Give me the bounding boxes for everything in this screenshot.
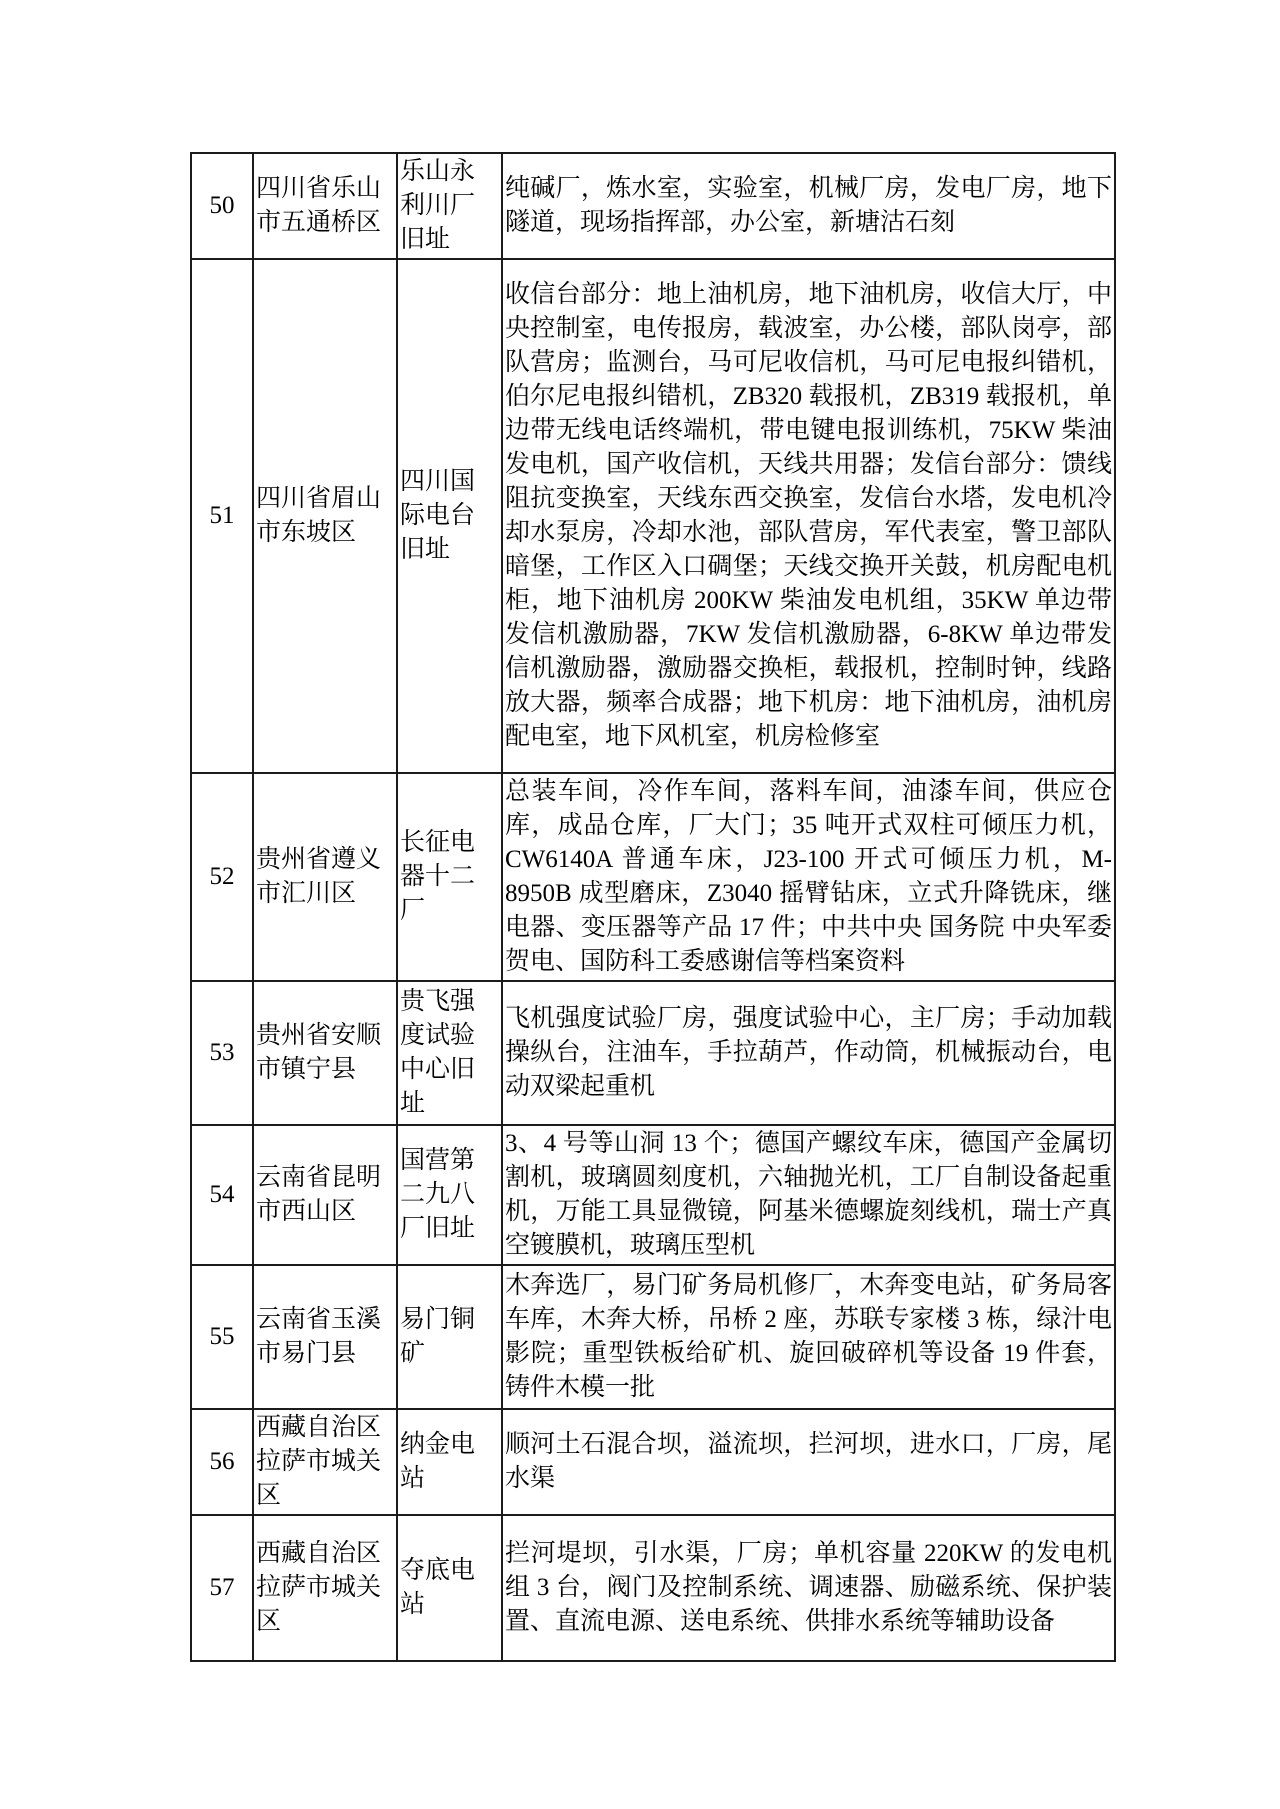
cell-location: 西藏自治区拉萨市城关区 [253,1515,397,1661]
cell-description: 纯碱厂，炼水室，实验室，机械厂房，发电厂房，地下隧道，现场指挥部，办公室，新塘沽石刻 [502,153,1115,259]
table-row [191,153,1115,259]
cell-description: 顺河土石混合坝，溢流坝，拦河坝，进水口，厂房，尾水渠 [502,1409,1115,1515]
cell-description: 木奔选厂，易门矿务局机修厂，木奔变电站，矿务局客车库，木奔大桥，吊桥 2 座，苏联专家楼 3 栋，绿汁电影院；重型铁板给矿机、旋回破碎机等设备 19 件套，铸件木模一批 [502,1265,1115,1409]
cell-site-name: 贵飞强度试验中心旧址 [397,981,502,1125]
heritage-table [190,152,1116,1662]
cell-location: 云南省昆明市西山区 [253,1125,397,1265]
cell-location: 贵州省安顺市镇宁县 [253,981,397,1125]
table-row [191,1409,1115,1515]
cell-site-name: 国营第二九八厂旧址 [397,1125,502,1265]
cell-number: 52 [191,773,253,981]
cell-number: 51 [191,259,253,773]
table-row [191,981,1115,1125]
cell-description: 飞机强度试验厂房，强度试验中心，主厂房；手动加载操纵台，注油车，手拉葫芦，作动筒，机械振动台，电动双梁起重机 [502,981,1115,1125]
cell-description: 收信台部分：地上油机房，地下油机房，收信大厅，中央控制室，电传报房，载波室，办公楼，部队岗亭，部队营房；监测台，马可尼收信机，马可尼电报纠错机，伯尔尼电报纠错机，ZB320 载报机，ZB319 载报机，单边带无线电话终端机，带电键电报训练机，75KW 柴油发电机，国产收信机，天线共用器；发信台部分：馈线阻抗变换室，天线东西交换室，发信台水塔，发电机冷却水泵房，冷却水池，部队营房，军代表室，警卫部队暗堡，工作区入口碉堡；天线交换开关鼓，机房配电机柜，地下油机房 200KW 柴油发电机组，35KW 单边带发信机激励器，7KW 发信机激励器，6-8KW 单边带发信机激励器，激励器交换柜，载报机，控制时钟，线路放大器，频率合成器；地下机房：地下油机房，油机房配电室，地下风机室，机房检修室 [502,259,1115,773]
cell-site-name: 易门铜矿 [397,1265,502,1409]
cell-location: 贵州省遵义市汇川区 [253,773,397,981]
cell-description: 总装车间，冷作车间，落料车间，油漆车间，供应仓库，成品仓库，厂大门；35 吨开式双柱可倾压力机，CW6140A 普通车床，J23-100 开式可倾压力机，M-8950B 成型磨床，Z3040 摇臂钻床，立式升降铣床，继电器、变压器等产品 17 件；中共中央 国务院 中央军委贺电、国防科工委感谢信等档案资料 [502,773,1115,981]
cell-number: 56 [191,1409,253,1515]
table-row [191,1515,1115,1661]
table-row [191,259,1115,773]
cell-number: 50 [191,153,253,259]
cell-site-name: 纳金电站 [397,1409,502,1515]
cell-site-name: 长征电器十二厂 [397,773,502,981]
cell-site-name: 乐山永利川厂旧址 [397,153,502,259]
cell-location: 四川省眉山市东坡区 [253,259,397,773]
cell-number: 54 [191,1125,253,1265]
cell-site-name: 夺底电站 [397,1515,502,1661]
cell-description: 3、4 号等山洞 13 个；德国产螺纹车床，德国产金属切割机，玻璃圆刻度机，六轴抛光机，工厂自制设备起重机，万能工具显微镜，阿基米德螺旋刻线机，瑞士产真空镀膜机，玻璃压型机 [502,1125,1115,1265]
cell-site-name: 四川国际电台旧址 [397,259,502,773]
cell-number: 55 [191,1265,253,1409]
cell-location: 西藏自治区拉萨市城关区 [253,1409,397,1515]
table-row [191,1125,1115,1265]
cell-location: 云南省玉溪市易门县 [253,1265,397,1409]
cell-location: 四川省乐山市五通桥区 [253,153,397,259]
table-row [191,1265,1115,1409]
cell-description: 拦河堤坝，引水渠，厂房；单机容量 220KW 的发电机组 3 台，阀门及控制系统、调速器、励磁系统、保护装置、直流电源、送电系统、供排水系统等辅助设备 [502,1515,1115,1661]
table-row [191,773,1115,981]
cell-number: 53 [191,981,253,1125]
cell-number: 57 [191,1515,253,1661]
